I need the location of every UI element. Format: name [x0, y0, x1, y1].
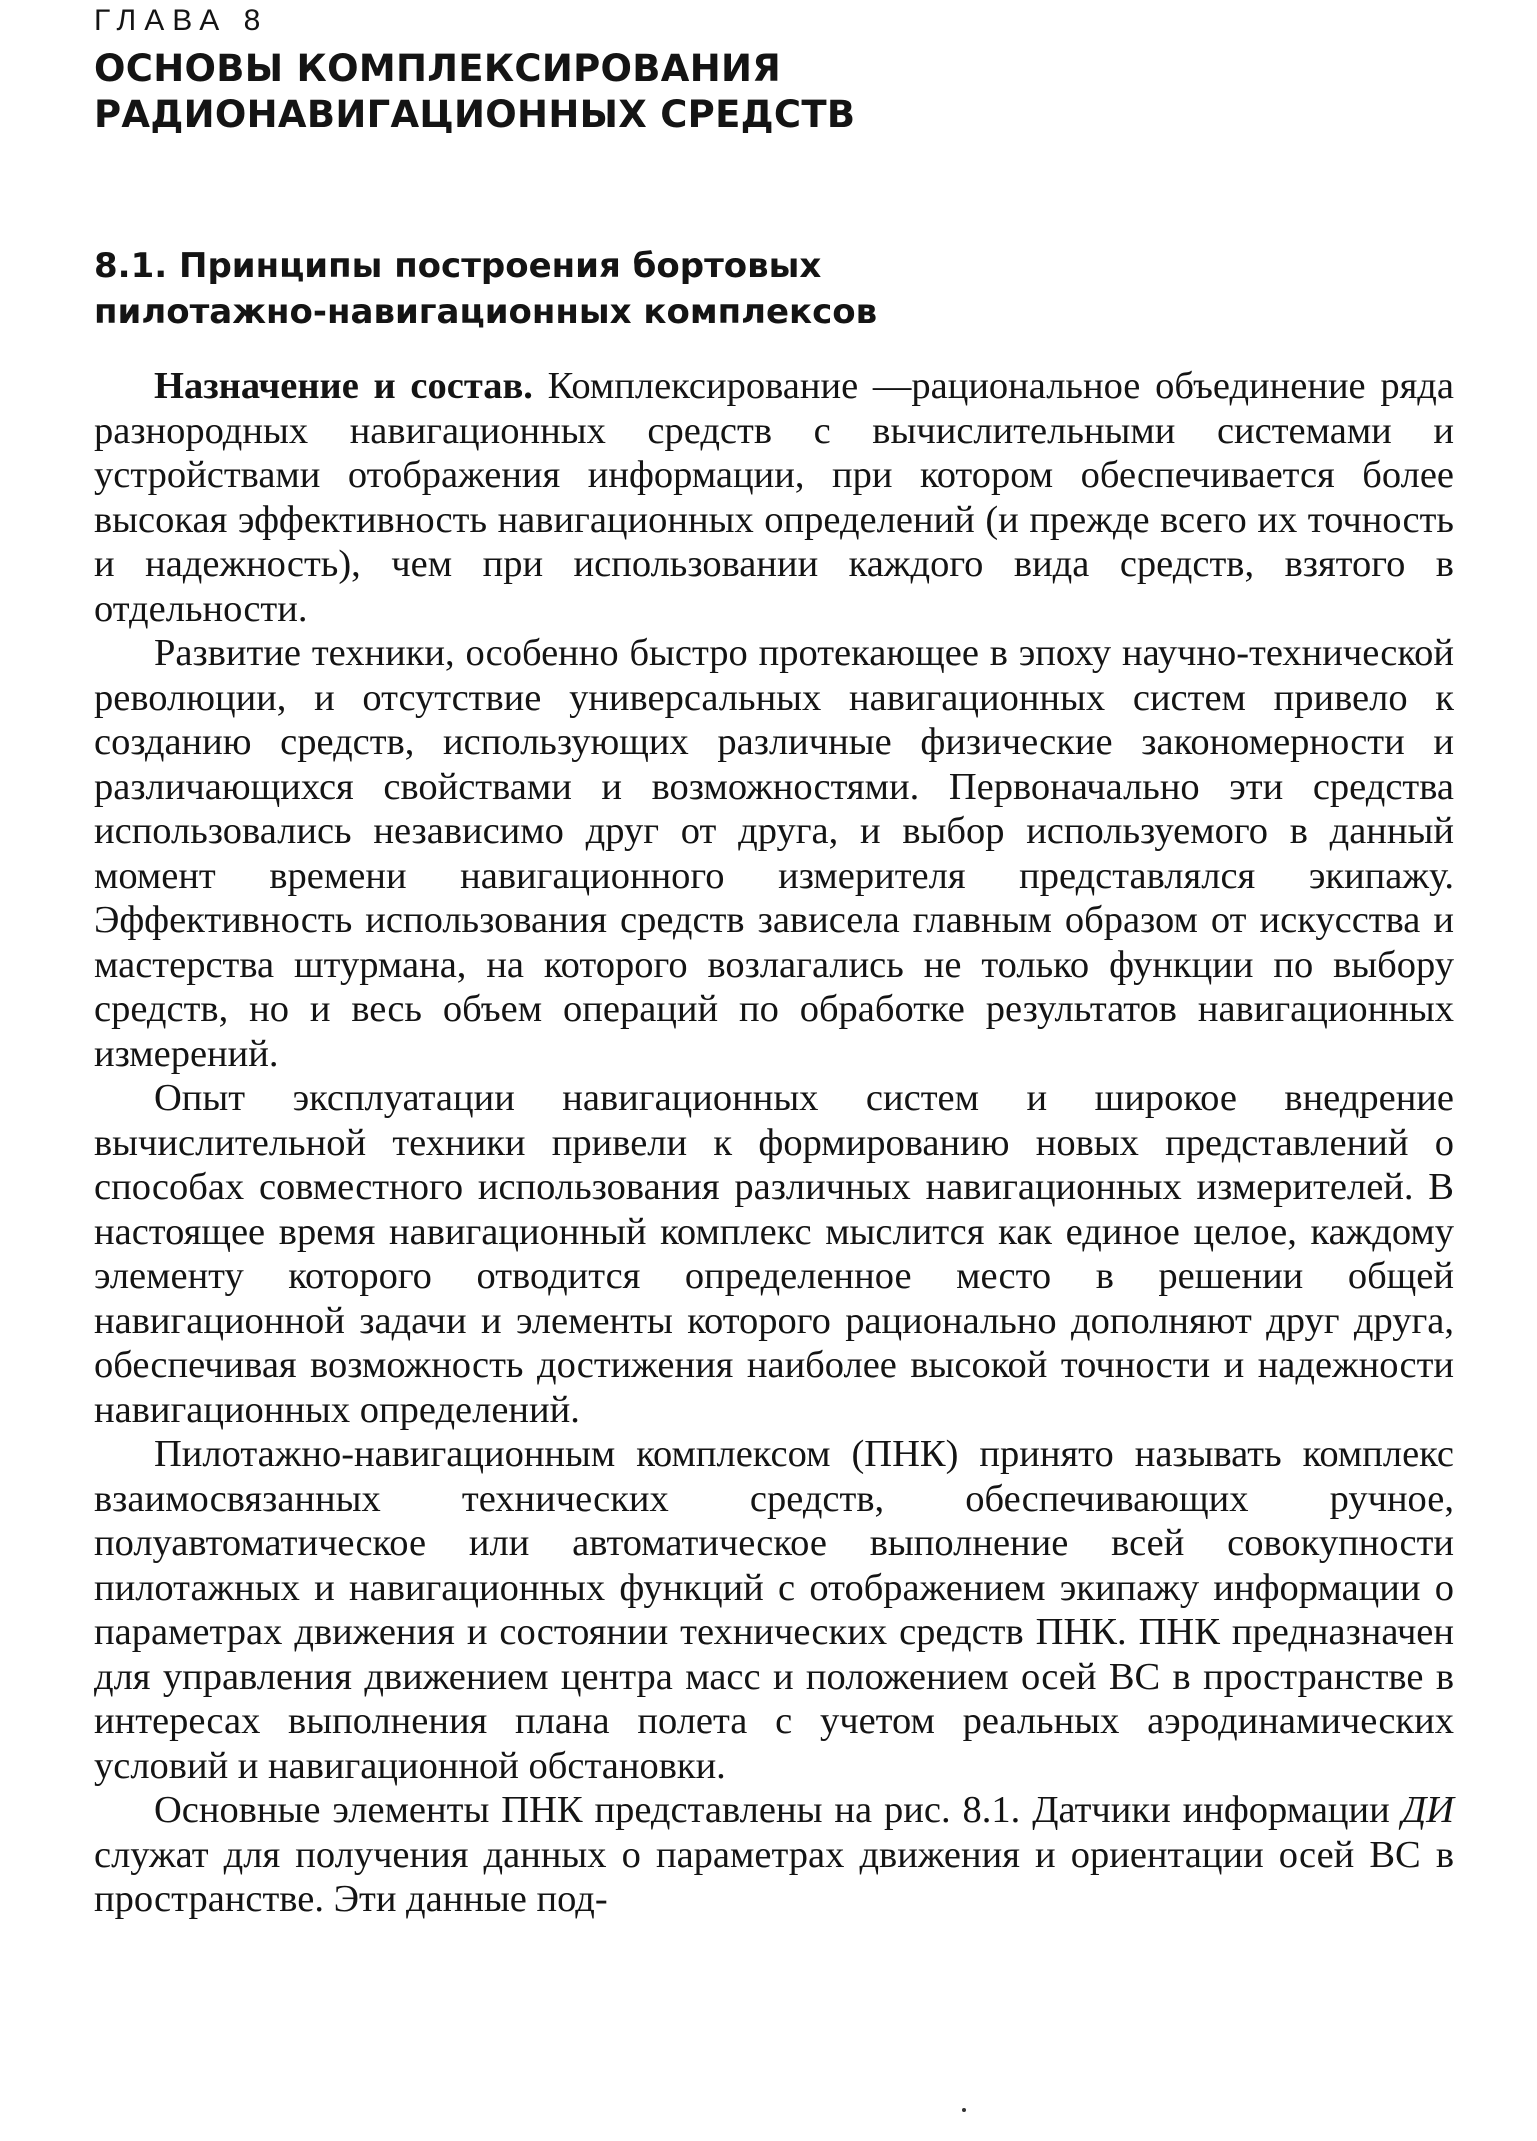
paragraph: Развитие техники, особенно быстро протекающее в эпоху научно-технической революции, и отсутствие универсальных навигационных систем привело к созданию средств, использующих различные физические закономерности и различающихся свойствами и возможностями. Первоначально эти средства использовались независимо друг от друга, и выбор используемого в данный момент времени навигационного измерителя представлялся экипажу. Эффективность использования средств зависела главным образом от искусства и мастерства штурмана, на которого возлагались не только функции по выбору средств, но и весь объем операций по обработке результатов навигационных измерений.	[94, 632, 1454, 1075]
run-in-heading: Назначение и состав.	[154, 365, 533, 407]
chapter-title	[94, 46, 855, 138]
body-text	[94, 364, 1454, 1922]
paragraph	[94, 364, 1454, 631]
section-title	[94, 243, 877, 335]
italic-term: ДИ	[1401, 1789, 1454, 1831]
section-title-line: 8.1. Принципы построения бортовых	[94, 246, 822, 286]
chapter-title-line: ОСНОВЫ КОМПЛЕКСИРОВАНИЯ	[94, 47, 782, 90]
paragraph	[94, 1788, 1454, 1922]
chapter-title-line: РАДИОНАВИГАЦИОННЫХ СРЕДСТВ	[94, 93, 856, 136]
paragraph: Пилотажно-навигационным комплексом (ПНК) принято называть комплекс взаимосвязанных технических средств, обеспечивающих ручное, полуавтоматическое или автоматическое выполнение всей совокупности пилотажных и навигационных функций с отображением экипажу информации о параметрах движения и состоянии технических средств ПНК. ПНК предназначен для управления движением центра масс и положением осей ВС в пространстве в интересах выполнения плана полета с учетом реальных аэродинамических условий и навигационной обстановки.	[94, 1433, 1454, 1787]
section-title-line: пилотажно-навигационных комплексов	[94, 292, 878, 332]
chapter-label: ГЛАВА 8	[94, 4, 269, 37]
paragraph-text: Основные элементы ПНК представлены на рис. 8.1. Датчики информации	[154, 1789, 1402, 1831]
paragraph-text: Комплексирование —рациональное объединение ряда разнородных навигационных средств с вычислительными системами и устройствами отображения информации, при котором обеспечивается более высокая эффективность навигационных определений (и прежде всего их точность и надежность), чем при использовании каждого вида средств, взятого в отдельности.	[94, 365, 1454, 630]
paragraph: Опыт эксплуатации навигационных систем и широкое внедрение вычислительной техники привели к формированию новых представлений о способах совместного использования различных навигационных измерителей. В настоящее время навигационный комплекс мыслится как единое целое, каждому элементу которого отводится определенное место в решении общей навигационной задачи и элементы которого рационально дополняют друг друга, обеспечивая возможность достижения наиболее высокой точности и надежности навигационных определений.	[94, 1077, 1454, 1431]
paragraph-text: служат для получения данных о параметрах движения и ориентации осей ВС в пространстве. Эти данные под-	[94, 1833, 1454, 1920]
print-speck	[962, 2108, 966, 2112]
